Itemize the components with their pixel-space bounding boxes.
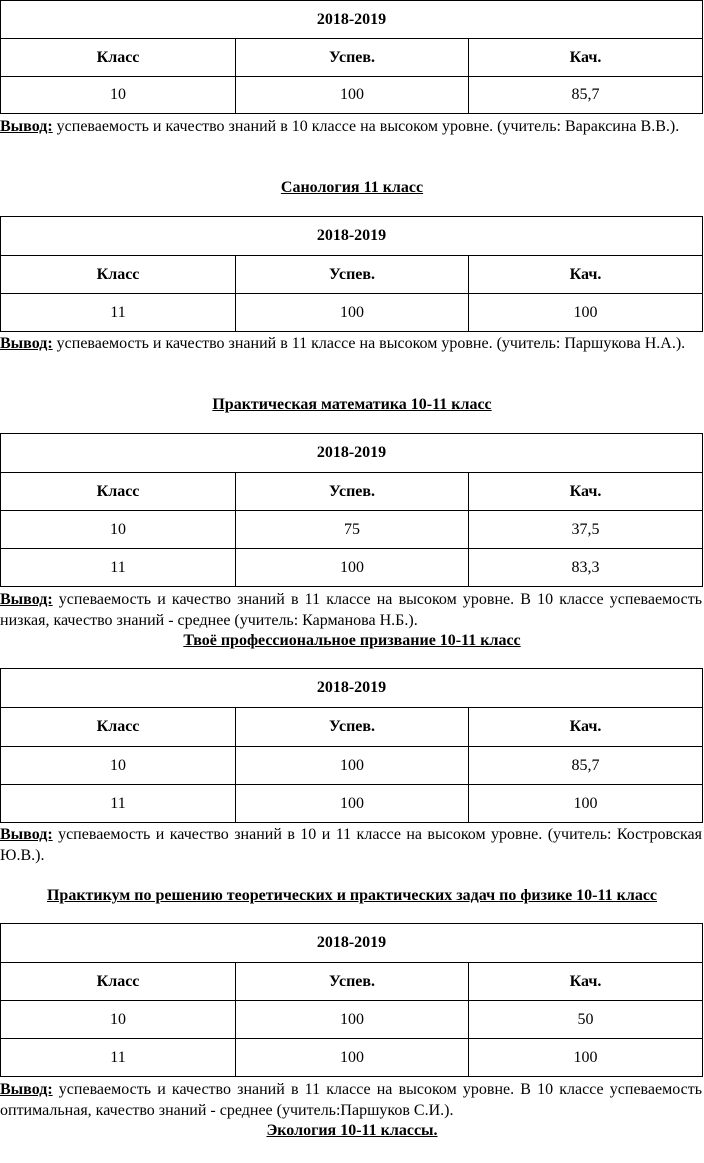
col-header-quality: Кач. [469,708,703,747]
cell-progress: 100 [236,1039,469,1077]
col-header-class: Класс [1,256,236,294]
cell-progress: 100 [236,294,469,332]
cell-progress: 100 [236,1001,469,1039]
cell-quality: 50 [469,1001,703,1039]
results-table-3 [0,433,703,587]
year-cell: 2018-2019 [1,1,703,39]
conclusion-label: Вывод: [0,118,53,135]
cell-progress: 75 [236,511,469,549]
cell-class: 10 [1,1001,236,1039]
col-header-quality: Кач. [469,39,703,77]
cell-progress: 100 [236,785,469,823]
conclusion-text: успеваемость и качество знаний в 10 классе на высоком уровне. (учитель: Вараксина В.В.). [52,118,680,135]
cell-class: 10 [1,747,236,785]
cell-quality: 85,7 [469,747,703,785]
cell-quality: 85,7 [469,77,703,114]
conclusion-text: успеваемость и качество знаний в 11 классе на высоком уровне. В 10 классе успеваемость низкая, качество знаний - среднее (учитель: Карманова Н.Б.). [0,591,702,629]
conclusion-3 [0,589,702,631]
cell-class: 10 [1,511,236,549]
conclusion-label: Вывод: [0,826,53,843]
col-header-progress: Успев. [236,256,469,294]
col-header-quality: Кач. [469,473,703,511]
col-header-quality: Кач. [469,256,703,294]
conclusion-label: Вывод: [0,591,53,608]
conclusion-label: Вывод: [0,335,53,352]
year-cell: 2018-2019 [1,924,703,963]
results-table-5 [0,923,703,1077]
section-heading-professional-calling: Твоё профессиональное призвание 10-11 класс [183,632,521,649]
cell-class: 11 [1,549,236,587]
col-header-progress: Успев. [236,708,469,747]
conclusion-text: успеваемость и качество знаний в 11 классе на высоком уровне. (учитель: Паршукова Н.А.). [52,335,686,352]
cell-quality: 37,5 [469,511,703,549]
conclusion-label: Вывод: [0,1081,53,1098]
conclusion-2 [0,333,702,354]
col-header-progress: Успев. [236,963,469,1001]
section-heading-sanology: Санология 11 класс [280,179,424,196]
conclusion-1 [0,116,702,137]
cell-class: 11 [1,1039,236,1077]
conclusion-text: успеваемость и качество знаний в 10 и 11 классе на высоком уровне. (учитель: Костровская Ю.В.). [0,826,702,864]
col-header-quality: Кач. [469,963,703,1001]
cell-quality: 100 [469,294,703,332]
results-table-4 [0,668,703,823]
section-heading-physics-practicum: Практикум по решению теоретических и практических задач по физике 10-11 класс [46,887,658,904]
col-header-class: Класс [1,708,236,747]
cell-quality: 100 [469,785,703,823]
cell-class: 11 [1,785,236,823]
cell-quality: 83,3 [469,549,703,587]
conclusion-4 [0,824,702,866]
section-heading-practical-math: Практическая математика 10-11 класс [212,396,492,413]
conclusion-text: успеваемость и качество знаний в 11 классе на высоком уровне. В 10 классе успеваемость оптимальная, качество знаний - среднее (учитель:Паршуков С.И.). [0,1081,702,1119]
col-header-class: Класс [1,473,236,511]
year-cell: 2018-2019 [1,669,703,708]
section-heading-ecology: Экология 10-11 классы. [266,1122,438,1139]
results-table-1 [0,0,703,114]
year-cell: 2018-2019 [1,217,703,256]
col-header-class: Класс [1,39,236,77]
cell-class: 10 [1,77,236,114]
col-header-progress: Успев. [236,39,469,77]
year-cell: 2018-2019 [1,434,703,473]
cell-progress: 100 [236,747,469,785]
col-header-class: Класс [1,963,236,1001]
cell-class: 11 [1,294,236,332]
col-header-progress: Успев. [236,473,469,511]
cell-progress: 100 [236,77,469,114]
cell-progress: 100 [236,549,469,587]
cell-quality: 100 [469,1039,703,1077]
conclusion-5 [0,1079,702,1121]
results-table-2 [0,216,703,332]
